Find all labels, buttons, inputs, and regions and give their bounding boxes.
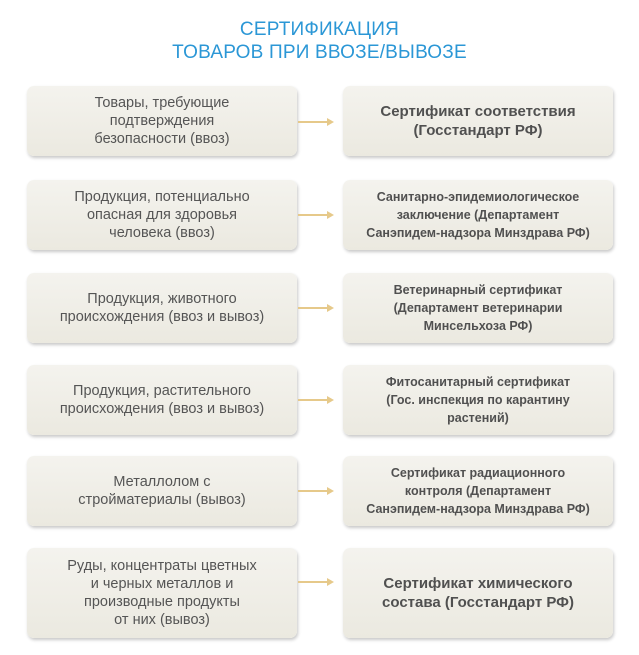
product-label: Металлолом с стройматериалы (вывоз) bbox=[78, 474, 246, 508]
product-label: Продукция, потенциально опасная для здоровья человека (ввоз) bbox=[74, 189, 250, 241]
arrow-icon bbox=[298, 486, 334, 496]
product-label: Руды, концентраты цветных и черных металлов и производные продукты от них (вывоз) bbox=[67, 558, 257, 628]
certificate-box-2 bbox=[343, 180, 613, 250]
certificate-label: Санитарно-эпидемиологическое заключение (Департамент Санэпидем-надзора Минздрава РФ) bbox=[366, 190, 590, 240]
arrow-icon bbox=[298, 117, 334, 127]
certificate-box-4 bbox=[343, 365, 613, 435]
title-line-1: СЕРТИФИКАЦИЯ bbox=[239, 19, 400, 40]
certificate-box-5 bbox=[343, 456, 613, 526]
product-box-6 bbox=[27, 548, 297, 638]
certificate-label: Сертификат радиационного контроля (Департамент Санэпидем-надзора Минздрава РФ) bbox=[366, 466, 590, 516]
product-box-4 bbox=[27, 365, 297, 435]
arrow-icon bbox=[298, 210, 334, 220]
title-line-2: ТОВАРОВ ПРИ ВВОЗЕ/ВЫВОЗЕ bbox=[172, 42, 467, 63]
certificate-label: Сертификат химического состава (Госстандарт РФ) bbox=[382, 575, 574, 611]
certificate-box-1 bbox=[343, 86, 613, 156]
product-box-1 bbox=[27, 86, 297, 156]
certificate-box-6 bbox=[343, 548, 613, 638]
product-box-5 bbox=[27, 456, 297, 526]
product-box-2 bbox=[27, 180, 297, 250]
product-label: Продукция, животного происхождения (ввоз и вывоз) bbox=[59, 291, 265, 325]
certificate-box-3 bbox=[343, 273, 613, 343]
product-box-3 bbox=[27, 273, 297, 343]
arrow-icon bbox=[298, 577, 334, 587]
product-label: Продукция, растительного происхождения (ввоз и вывоз) bbox=[59, 383, 265, 417]
arrow-icon bbox=[298, 395, 334, 405]
product-label: Товары, требующие подтверждения безопасности (ввоз) bbox=[94, 95, 230, 147]
arrow-icon bbox=[298, 303, 334, 313]
certificate-label: Фитосанитарный сертификат (Гос. инспекция по карантину растений) bbox=[385, 375, 571, 425]
certificate-label: Сертификат соответствия (Госстандарт РФ) bbox=[380, 103, 576, 139]
certificate-label: Ветеринарный сертификат (Департамент ветеринарии Минсельхоза РФ) bbox=[393, 283, 563, 333]
